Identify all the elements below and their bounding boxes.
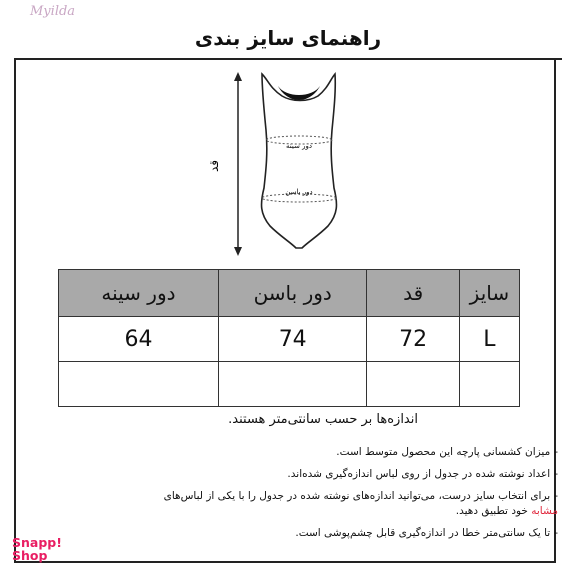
bullet-marker: -: [554, 490, 558, 502]
note-text: اعداد نوشته شده در جدول از روی لباس اندازه‌گیری شده‌اند.: [287, 468, 551, 480]
units-note: اندازه‌ها بر حسب سانتی‌متر هستند.: [228, 412, 418, 427]
table-row: [59, 317, 520, 362]
logo-line-2: Shop: [12, 548, 48, 563]
bullet-marker: -: [554, 446, 558, 458]
height-arrow-bottom: [234, 247, 242, 256]
note-highlight: مشابه: [531, 505, 558, 517]
cell-size: L: [459, 317, 519, 362]
cell-bust: [59, 362, 219, 407]
header-bust: دور سینه: [59, 270, 219, 317]
cell-hip: 74: [218, 317, 367, 362]
list-item: [58, 526, 558, 541]
height-arrow-top: [234, 72, 242, 81]
header-size: سایز: [459, 270, 519, 317]
table-header-row: [59, 270, 520, 317]
note-text-after: خود تطبیق دهید.: [455, 505, 532, 517]
notes-list: [58, 445, 558, 548]
table-row: [59, 362, 520, 407]
note-text: میزان کشسانی پارچه این محصول متوسط است.: [336, 446, 551, 458]
list-item: [58, 445, 558, 460]
cell-hip: [218, 362, 367, 407]
bodysuit-figure: [200, 70, 370, 260]
bullet-marker: -: [554, 468, 558, 480]
cell-bust: 64: [59, 317, 219, 362]
bullet-marker: -: [554, 527, 558, 539]
header-hip: دور باسن: [218, 270, 367, 317]
list-item: [58, 489, 558, 519]
height-label: قد: [207, 159, 221, 173]
logo-line-1: Snapp!: [12, 535, 62, 550]
cell-height: 72: [367, 317, 459, 362]
bodysuit-outline: [262, 74, 337, 248]
bust-label: دور سینه: [286, 142, 312, 150]
brand-logo: Myilda: [30, 4, 76, 19]
snappshop-logo: [12, 536, 72, 562]
header-height: قد: [367, 270, 459, 317]
cell-size: [459, 362, 519, 407]
list-item: [58, 467, 558, 482]
hip-label: دور باسن: [285, 188, 313, 196]
size-table: [58, 269, 520, 407]
note-text: تا یک سانتی‌متر خطا در اندازه‌گیری قابل چشم‌پوشی است.: [295, 527, 551, 539]
note-text: برای انتخاب سایز درست، می‌توانید اندازه‌های نوشته شده در جدول را با یکی از لباس‌های: [163, 490, 551, 502]
page-title: راهنمای سایز بندی: [194, 26, 382, 50]
cell-height: [367, 362, 459, 407]
